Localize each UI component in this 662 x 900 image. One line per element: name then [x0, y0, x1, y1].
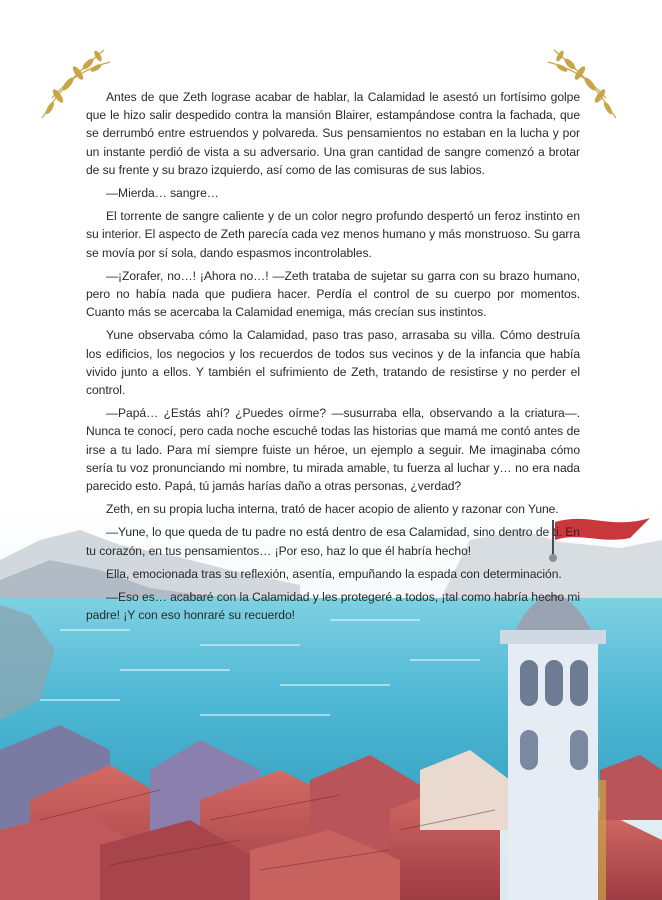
paragraph-10: —Eso es… acabaré con la Calamidad y les protegeré a todos, ¡tal como habría hecho mi padre! ¡Y con eso honraré su recuerdo!	[86, 590, 580, 623]
paragraph-7: Zeth, en su propia lucha interna, trató de hacer acopio de aliento y razonar con Yune.	[106, 502, 559, 517]
paragraph-2: —Mierda… sangre…	[106, 186, 219, 201]
paragraph-3: El torrente de sangre caliente y de un color negro profundo despertó un feroz instinto en su interior. El aspecto de Zeth parecía cada vez menos humano y más monstruoso. Su garra se movía por sí sola, dando espasmos incontrolables.	[86, 209, 580, 260]
paragraph-1: Antes de que Zeth lograse acabar de hablar, la Calamidad le asestó un fortísimo golpe que le hizo salir despedido contra la mansión Blairer, estampándose contra la fachada, que se derrumbó entre estruendos y polvareda. Sus pensamientos no estaban en la lucha y por un instante perdió de vista a su adversario. Una gran cantidad de sangre comenzó a brotar de su frente y su brazo izquierdo, así como de las comisuras de sus labios.	[86, 90, 580, 177]
paragraph-4: —¡Zorafer, no…! ¡Ahora no…! —Zeth trataba de sujetar su garra con su brazo humano, pero no había nada que pudiera hacer. Perdía el control de su cuerpo por momentos. Cuanto más se acercaba la Calamidad enemiga, más crecían sus instintos.	[86, 268, 580, 320]
paragraph-8: —Yune, lo que queda de tu padre no está dentro de esa Calamidad, sino dentro de ti. En tu corazón, en tus pensamientos… ¡Por eso, haz lo que él habría hecho!	[86, 525, 580, 558]
paragraph-6: —Papá… ¿Estás ahí? ¿Puedes oírme? —susurraba ella, observando a la criatura—. Nunca te conocí, pero cada noche escuché todas las historias que mamá me contó antes de irse a tu lado. Para mí siempre fuiste un héroe, un ejemplo a seguir. Me imaginaba cómo sería tu voz pronunciando mi nombre, tu mirada amable, tu fuerza al luchar y… no era nada parecido esto. Papá, tú jamás harías daño a otras personas, ¿verdad?	[86, 406, 580, 494]
paragraph-9: Ella, emocionada tras su reflexión, asentía, empuñando la espada con determinación.	[106, 566, 562, 581]
paragraph-5: Yune observaba cómo la Calamidad, paso tras paso, arrasaba su villa. Cómo destruía los edificios, los negocios y los recuerdos de todos sus vecinos y de la infancia que había vivido junto a ellos. Y también el sufrimiento de Zeth, tratando de resistirse y no perder el control.	[86, 328, 580, 398]
story-text	[86, 88, 580, 629]
